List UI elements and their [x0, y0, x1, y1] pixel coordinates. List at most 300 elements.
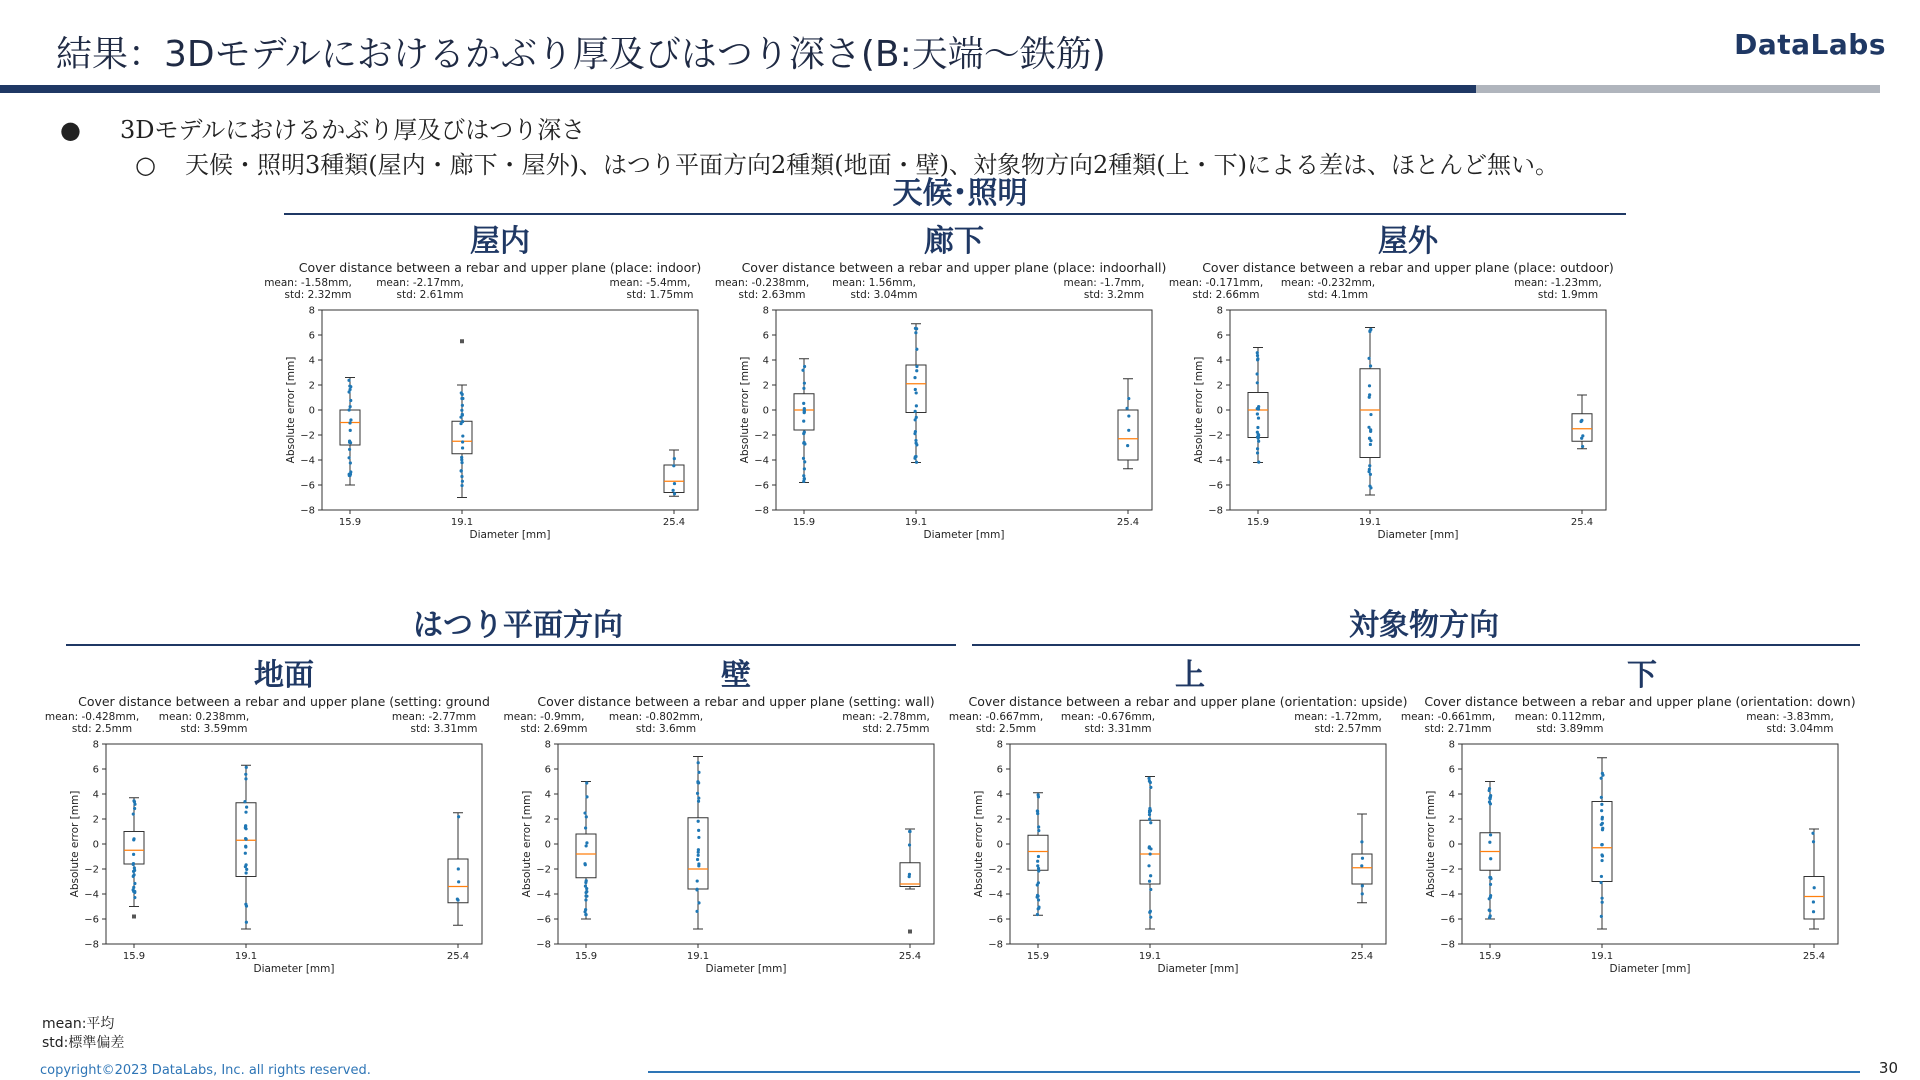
y-tick-label: 8	[1448, 739, 1455, 751]
sample-point	[585, 781, 588, 784]
boxplot-svg	[948, 694, 1408, 1014]
y-tick-label: −6	[300, 480, 315, 492]
stat-std-0: std: 2.32mm	[284, 289, 352, 301]
y-tick-label: −2	[300, 430, 315, 442]
plot-frame	[322, 310, 698, 510]
sample-point	[1360, 840, 1363, 843]
bullet-level1	[60, 110, 585, 145]
sample-point	[460, 391, 463, 394]
y-tick-label: 2	[1448, 814, 1455, 826]
sample-point	[1600, 809, 1603, 812]
plot-title: Cover distance between a rebar and upper plane (place: outdoor)	[1202, 260, 1614, 275]
sample-point	[697, 820, 700, 823]
sample-point	[1600, 915, 1603, 918]
y-tick-label: −6	[536, 914, 551, 926]
sample-point	[1037, 907, 1040, 910]
header-rule-grey	[1476, 85, 1880, 93]
y-tick-label: 0	[762, 405, 769, 417]
y-tick-label: −2	[988, 864, 1003, 876]
sample-point	[1257, 405, 1260, 408]
y-axis-label: Absolute error [mm]	[521, 790, 533, 898]
subheading-indoor: 屋内	[470, 224, 530, 259]
sample-point	[914, 418, 917, 421]
y-tick-label: 0	[92, 839, 99, 851]
sample-point	[244, 773, 247, 776]
x-tick-label-2: 25.4	[1116, 517, 1140, 528]
sample-point	[908, 875, 911, 878]
sample-point	[802, 387, 805, 390]
boxplot-svg	[1168, 260, 1628, 580]
sample-point	[915, 391, 918, 394]
y-axis-label: Absolute error [mm]	[1425, 790, 1437, 898]
sample-point	[133, 807, 136, 810]
sample-point	[245, 904, 248, 907]
sample-point	[583, 910, 586, 913]
x-tick-label-1: 19.1	[1590, 951, 1614, 962]
y-tick-label: 6	[996, 764, 1003, 776]
x-tick-label-2: 25.4	[1802, 951, 1826, 962]
sample-point	[695, 888, 698, 891]
sample-point	[348, 408, 351, 411]
boxplot-down	[1400, 694, 1860, 1014]
sample-point	[1256, 381, 1259, 384]
bullet-dot-icon: ●	[60, 116, 81, 144]
sample-point	[803, 477, 806, 480]
stat-std-2: std: 1.75mm	[626, 289, 694, 301]
sample-point	[1601, 901, 1604, 904]
sample-point	[1368, 384, 1371, 387]
stat-std-2: std: 2.75mm	[862, 723, 930, 735]
stat-std-0: std: 2.5mm	[975, 723, 1037, 735]
plot-title: Cover distance between a rebar and upper plane (orientation: down)	[1424, 694, 1856, 709]
sample-point	[1488, 800, 1491, 803]
sample-point	[1148, 911, 1151, 914]
sample-point	[697, 848, 700, 851]
stat-mean-2: mean: -3.83mm,	[1746, 711, 1834, 723]
plot-frame	[106, 744, 482, 944]
sample-point	[672, 489, 675, 492]
sample-point	[697, 761, 700, 764]
sample-point	[802, 474, 805, 477]
x-tick-label-0: 15.9	[122, 951, 146, 962]
sample-point	[1147, 777, 1150, 780]
sample-point	[584, 913, 587, 916]
sample-point	[1488, 787, 1491, 790]
sample-point	[133, 896, 136, 899]
sample-point	[460, 456, 463, 459]
boxplot-upside	[948, 694, 1408, 1014]
sample-point	[1148, 880, 1151, 883]
y-tick-label: −8	[300, 505, 315, 517]
sample-point	[347, 379, 350, 382]
stat-mean-1: mean: 0.238mm,	[158, 711, 250, 723]
stat-std-2: std: 3.04mm	[1766, 723, 1834, 735]
sample-point	[1256, 447, 1259, 450]
boxplot-indoor	[264, 260, 720, 580]
y-tick-label: 8	[92, 739, 99, 751]
sample-point	[584, 891, 587, 894]
sample-point	[348, 421, 351, 424]
sample-point	[695, 910, 698, 913]
sample-point	[915, 365, 918, 368]
sample-point	[1149, 786, 1152, 789]
sample-point	[1489, 883, 1492, 886]
sample-point	[915, 369, 918, 372]
sample-point	[584, 898, 587, 901]
sample-point	[1037, 855, 1040, 858]
sample-point	[697, 771, 700, 774]
sample-point	[1148, 809, 1151, 812]
sample-point	[132, 886, 135, 889]
header-rule	[0, 85, 1880, 93]
sample-point	[244, 852, 247, 855]
sample-point	[349, 429, 352, 432]
sample-point	[697, 800, 700, 803]
sample-point	[1257, 416, 1260, 419]
y-tick-label: 6	[1216, 330, 1223, 342]
sample-point	[1600, 881, 1603, 884]
sample-point	[1369, 443, 1372, 446]
sample-point	[1368, 393, 1371, 396]
sample-point	[697, 901, 700, 904]
y-tick-label: 0	[996, 839, 1003, 851]
y-tick-label: −8	[1208, 505, 1223, 517]
sample-point	[1812, 910, 1815, 913]
sample-point	[348, 384, 351, 387]
box-iqr	[576, 834, 596, 878]
y-tick-label: −4	[1208, 455, 1223, 467]
y-axis-label: Absolute error [mm]	[285, 356, 297, 464]
y-axis-label: Absolute error [mm]	[69, 790, 81, 898]
sample-point	[1488, 909, 1491, 912]
group-rule-orientation	[972, 644, 1860, 646]
x-tick-label-0: 15.9	[338, 517, 362, 528]
sample-point	[1256, 431, 1259, 434]
sample-point	[349, 418, 352, 421]
sample-point	[1256, 351, 1259, 354]
sample-point	[1256, 412, 1259, 415]
sample-point	[803, 467, 806, 470]
x-tick-label-1: 19.1	[450, 517, 474, 528]
plot-title: Cover distance between a rebar and upper plane (place: indoorhall)	[741, 260, 1167, 275]
subheading-hallway: 廊下	[924, 224, 984, 259]
x-tick-label-0: 15.9	[1246, 517, 1270, 528]
sample-point	[1601, 822, 1604, 825]
sample-point	[803, 430, 806, 433]
y-tick-label: 0	[308, 405, 315, 417]
box-iqr	[1592, 802, 1612, 882]
sample-point	[1581, 445, 1584, 448]
sample-point	[461, 480, 464, 483]
sample-point	[696, 792, 699, 795]
sample-point	[1149, 888, 1152, 891]
box-iqr	[124, 832, 144, 865]
sample-point	[1256, 372, 1259, 375]
sample-point	[585, 895, 588, 898]
plot-title: Cover distance between a rebar and upper plane (setting: wall)	[537, 694, 935, 709]
sample-point	[697, 829, 700, 832]
sample-point	[460, 469, 463, 472]
stat-mean-0: mean: -0.238mm,	[714, 277, 810, 289]
abbreviation-legend	[42, 1015, 124, 1053]
sample-point	[697, 836, 700, 839]
sample-point	[803, 411, 806, 414]
sample-point	[244, 811, 247, 814]
stat-mean-2: mean: -2.78mm,	[842, 711, 930, 723]
stat-std-2: std: 1.9mm	[1537, 289, 1599, 301]
sample-point	[1600, 777, 1603, 780]
stat-mean-0: mean: -0.428mm,	[44, 711, 140, 723]
flier-point	[132, 915, 136, 919]
plot-frame	[1230, 310, 1606, 510]
y-tick-label: 2	[92, 814, 99, 826]
flier-point	[460, 339, 464, 343]
stat-mean-0: mean: -0.9mm,	[503, 711, 585, 723]
sample-point	[461, 397, 464, 400]
y-axis-label: Absolute error [mm]	[973, 790, 985, 898]
y-tick-label: −4	[84, 889, 99, 901]
y-tick-label: 4	[308, 355, 315, 367]
sample-point	[1148, 845, 1151, 848]
sample-point	[1812, 840, 1815, 843]
stat-mean-1: mean: -2.17mm,	[376, 277, 464, 289]
x-tick-label-0: 15.9	[1478, 951, 1502, 962]
y-tick-label: 6	[1448, 764, 1455, 776]
y-axis-label: Absolute error [mm]	[1193, 356, 1205, 464]
sample-point	[1600, 843, 1603, 846]
stat-std-2: std: 2.57mm	[1314, 723, 1382, 735]
y-tick-label: −4	[1440, 889, 1455, 901]
sample-point	[1037, 825, 1040, 828]
y-tick-label: −4	[536, 889, 551, 901]
stat-std-0: std: 2.5mm	[71, 723, 133, 735]
y-tick-label: −2	[84, 864, 99, 876]
y-tick-label: 4	[92, 789, 99, 801]
boxplot-outdoor	[1168, 260, 1628, 580]
sample-point	[1811, 832, 1814, 835]
sample-point	[1369, 364, 1372, 367]
sample-point	[457, 880, 460, 883]
sample-point	[1149, 916, 1152, 919]
sample-point	[347, 390, 350, 393]
sample-point	[1149, 874, 1152, 877]
y-tick-label: −6	[84, 914, 99, 926]
stat-mean-0: mean: -0.661mm,	[1400, 711, 1496, 723]
sample-point	[584, 884, 587, 887]
y-tick-label: 4	[762, 355, 769, 367]
sample-point	[584, 826, 587, 829]
sample-point	[585, 879, 588, 882]
sample-point	[1037, 829, 1040, 832]
sample-point	[803, 442, 806, 445]
subheading-wall: 壁	[721, 658, 751, 693]
sample-point	[461, 446, 464, 449]
sample-point	[915, 461, 918, 464]
sample-point	[696, 781, 699, 784]
y-tick-label: 6	[308, 330, 315, 342]
boxplot-hallway	[714, 260, 1174, 580]
sample-point	[245, 838, 248, 841]
sample-point	[673, 457, 676, 460]
sample-point	[1257, 440, 1260, 443]
plot-frame	[1010, 744, 1386, 944]
y-tick-label: −6	[754, 480, 769, 492]
legend-mean: mean:平均	[42, 1016, 115, 1032]
stat-std-0: std: 2.69mm	[520, 723, 588, 735]
sample-point	[1036, 860, 1039, 863]
sample-point	[1037, 795, 1040, 798]
stat-std-1: std: 3.6mm	[635, 723, 697, 735]
sample-point	[244, 826, 247, 829]
sample-point	[459, 416, 462, 419]
sample-point	[1147, 864, 1150, 867]
sample-point	[1149, 852, 1152, 855]
sample-point	[697, 862, 700, 865]
stat-std-1: std: 3.59mm	[180, 723, 248, 735]
sample-point	[585, 841, 588, 844]
sample-point	[1036, 864, 1039, 867]
sample-point	[244, 845, 247, 848]
y-tick-label: −8	[84, 939, 99, 951]
stat-std-1: std: 3.04mm	[850, 289, 918, 301]
y-tick-label: 2	[762, 380, 769, 392]
datalabs-logo: DataLabs	[1734, 28, 1886, 61]
stat-std-1: std: 3.89mm	[1536, 723, 1604, 735]
y-tick-label: −4	[300, 455, 315, 467]
y-tick-label: 0	[1448, 839, 1455, 851]
sample-point	[133, 882, 136, 885]
stat-mean-1: mean: 1.56mm,	[832, 277, 916, 289]
y-axis-label: Absolute error [mm]	[739, 356, 751, 464]
plot-title: Cover distance between a rebar and upper plane (place: indoor)	[298, 260, 702, 275]
sample-point	[1812, 900, 1815, 903]
sample-point	[908, 843, 911, 846]
stat-mean-0: mean: -0.667mm,	[948, 711, 1044, 723]
sample-point	[1369, 413, 1372, 416]
sample-point	[1257, 461, 1260, 464]
stat-mean-0: mean: -0.171mm,	[1168, 277, 1264, 289]
sample-point	[803, 365, 806, 368]
sample-point	[585, 844, 588, 847]
sample-point	[245, 766, 248, 769]
sample-point	[457, 867, 460, 870]
sample-point	[585, 795, 588, 798]
sample-point	[460, 409, 463, 412]
sample-point	[908, 830, 911, 833]
sample-point	[1369, 428, 1372, 431]
y-tick-label: 4	[544, 789, 551, 801]
plot-frame	[1462, 744, 1838, 944]
sample-point	[1580, 437, 1583, 440]
sample-point	[803, 382, 806, 385]
stat-mean-2: mean: -2.77mm	[391, 711, 477, 723]
x-tick-label-2: 25.4	[662, 517, 686, 528]
sample-point	[1036, 913, 1039, 916]
y-tick-label: 2	[996, 814, 1003, 826]
sample-point	[914, 439, 917, 442]
sample-point	[1257, 435, 1260, 438]
sample-point	[1600, 859, 1603, 862]
box-iqr	[1118, 410, 1138, 460]
sample-point	[696, 858, 699, 861]
y-tick-label: 8	[996, 739, 1003, 751]
sample-point	[1256, 426, 1259, 429]
sample-point	[245, 871, 248, 874]
subheading-outdoor: 屋外	[1378, 224, 1438, 259]
sample-point	[803, 460, 806, 463]
bullet-level2-text: 天候・照明3種類(屋内・廊下・屋外)、はつり平面方向2種類(地面・壁)、対象物方向2種類(上・下)による差は、ほとんど無い。	[185, 151, 1559, 179]
stat-mean-1: mean: -0.232mm,	[1280, 277, 1376, 289]
y-tick-label: −6	[1208, 480, 1223, 492]
sample-point	[1127, 429, 1130, 432]
plot-title: Cover distance between a rebar and upper plane (setting: ground	[78, 694, 490, 709]
stat-mean-1: mean: -0.802mm,	[608, 711, 704, 723]
sample-point	[461, 434, 464, 437]
group-heading-plane: はつり平面方向	[413, 608, 623, 643]
sample-point	[1360, 864, 1363, 867]
y-tick-label: 6	[92, 764, 99, 776]
sample-point	[461, 404, 464, 407]
sample-point	[1489, 833, 1492, 836]
sample-point	[1600, 897, 1603, 900]
stat-mean-1: mean: -0.676mm,	[1060, 711, 1156, 723]
stat-std-0: std: 2.66mm	[1192, 289, 1260, 301]
sample-point	[585, 815, 588, 818]
sample-point	[673, 492, 676, 495]
sample-point	[1369, 473, 1372, 476]
sample-point	[1600, 803, 1603, 806]
sample-point	[914, 410, 917, 413]
stat-std-0: std: 2.63mm	[738, 289, 806, 301]
y-tick-label: 2	[308, 380, 315, 392]
sample-point	[348, 473, 351, 476]
header-rule-dark	[0, 85, 1476, 93]
y-tick-label: 8	[308, 305, 315, 317]
stat-mean-1: mean: 0.112mm,	[1514, 711, 1606, 723]
sample-point	[914, 430, 917, 433]
y-tick-label: −4	[988, 889, 1003, 901]
footer-rule	[648, 1071, 1860, 1073]
y-tick-label: −2	[754, 430, 769, 442]
y-tick-label: 6	[762, 330, 769, 342]
x-axis-label: Diameter [mm]	[1377, 529, 1459, 541]
sample-point	[802, 420, 805, 423]
y-tick-label: −6	[988, 914, 1003, 926]
x-axis-label: Diameter [mm]	[923, 529, 1005, 541]
sample-point	[1127, 397, 1130, 400]
sample-point	[457, 815, 460, 818]
sample-point	[1368, 330, 1371, 333]
x-tick-label-2: 25.4	[446, 951, 470, 962]
sample-point	[245, 805, 248, 808]
sample-point	[132, 875, 135, 878]
sample-point	[460, 484, 463, 487]
stat-mean-2: mean: -1.72mm,	[1294, 711, 1382, 723]
stat-std-2: std: 3.31mm	[410, 723, 478, 735]
boxplot-svg	[44, 694, 504, 1014]
sample-point	[456, 897, 459, 900]
sample-point	[348, 456, 351, 459]
sample-point	[1367, 357, 1370, 360]
sample-point	[244, 777, 247, 780]
y-tick-label: −2	[536, 864, 551, 876]
sample-point	[673, 482, 676, 485]
sample-point	[1488, 841, 1491, 844]
sample-point	[132, 853, 135, 856]
stat-mean-2: mean: -1.23mm,	[1514, 277, 1602, 289]
sample-point	[1489, 857, 1492, 860]
stat-std-1: std: 2.61mm	[396, 289, 464, 301]
